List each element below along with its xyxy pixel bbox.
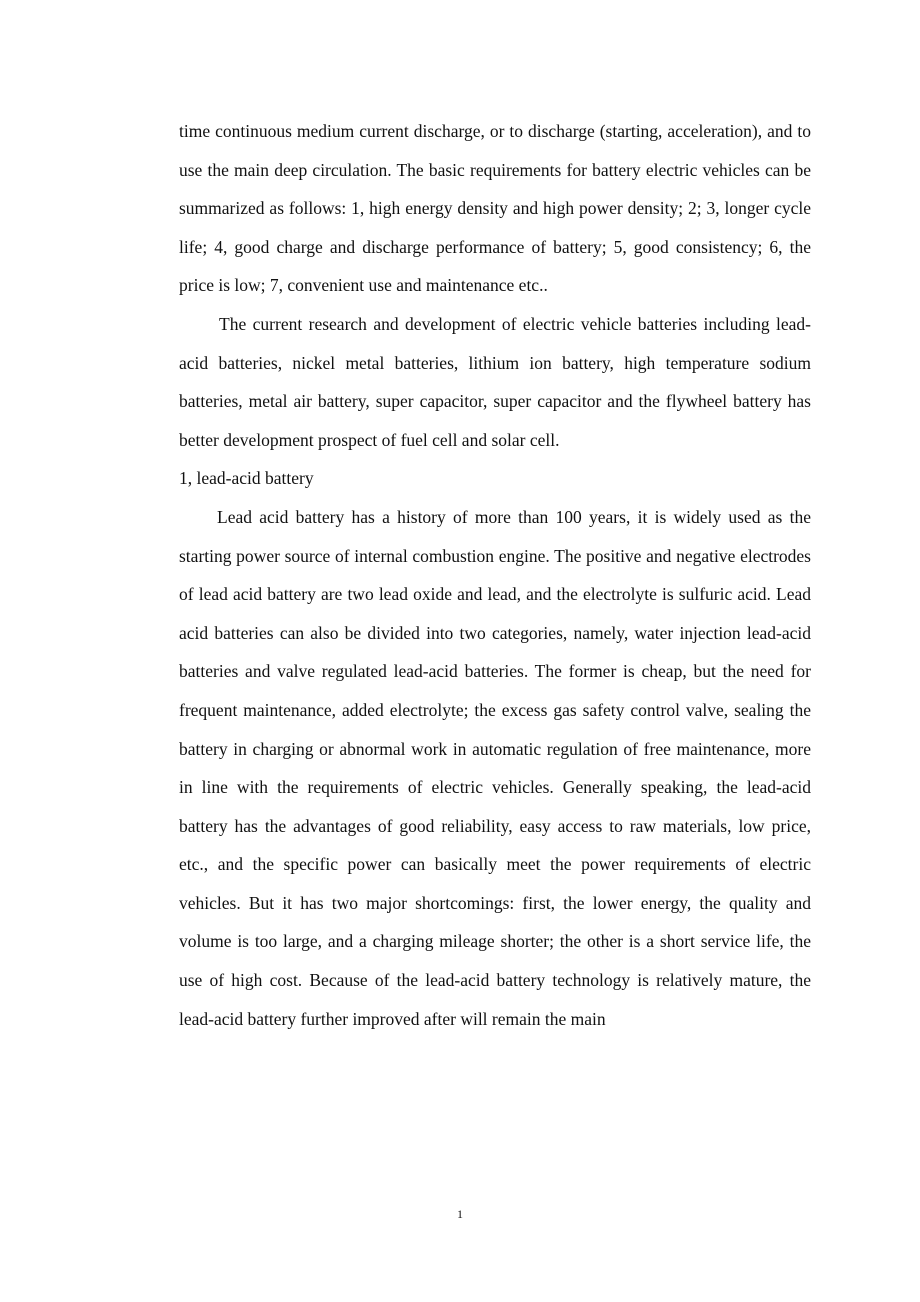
section-heading: 1, lead-acid battery [179, 468, 314, 489]
paragraph-research-overview: The current research and development of electric vehicle batteries including lead-acid batteries, nickel metal batteries, lithium ion battery, high temperature sodium batteries, metal air battery, super capacitor, super capacitor and the flywheel battery has better development prospect of fuel cell and solar cell. [179, 313, 811, 450]
body-text [179, 112, 811, 1038]
page-number: 1 [457, 1207, 463, 1221]
paragraph-lead-acid: Lead acid battery has a history of more than 100 years, it is widely used as the starting power source of internal combustion engine. The positive and negative electrodes of lead acid battery are two lead oxide and lead, and the electrolyte is sulfuric acid. Lead acid batteries can also be divided into two categories, namely, water injection lead-acid batteries and valve regulated lead-acid batteries. The former is cheap, but the need for frequent maintenance, added electrolyte; the excess gas safety control valve, sealing the battery in charging or abnormal work in automatic regulation of free maintenance, more in line with the requirements of electric vehicles. Generally speaking, the lead-acid battery has the advantages of good reliability, easy access to raw materials, low price, etc., and the specific power can basically meet the power requirements of electric vehicles. But it has two major shortcomings: first, the lower energy, the quality and volume is too large, and a charging mileage shorter; the other is a short service life, the use of high cost. Because of the lead-acid battery technology is relatively mature, the lead-acid battery further improved after will remain the main [179, 506, 811, 1029]
paragraph-continuation: time continuous medium current discharge, or to discharge (starting, acceleration), and to use the main deep circulation. The basic requirements for battery electric vehicles can be summarized as follows: 1, high energy density and high power density; 2; 3, longer cycle life; 4, good charge and discharge performance of battery; 5, good consistency; 6, the price is low; 7, convenient use and maintenance etc.. [179, 121, 811, 296]
